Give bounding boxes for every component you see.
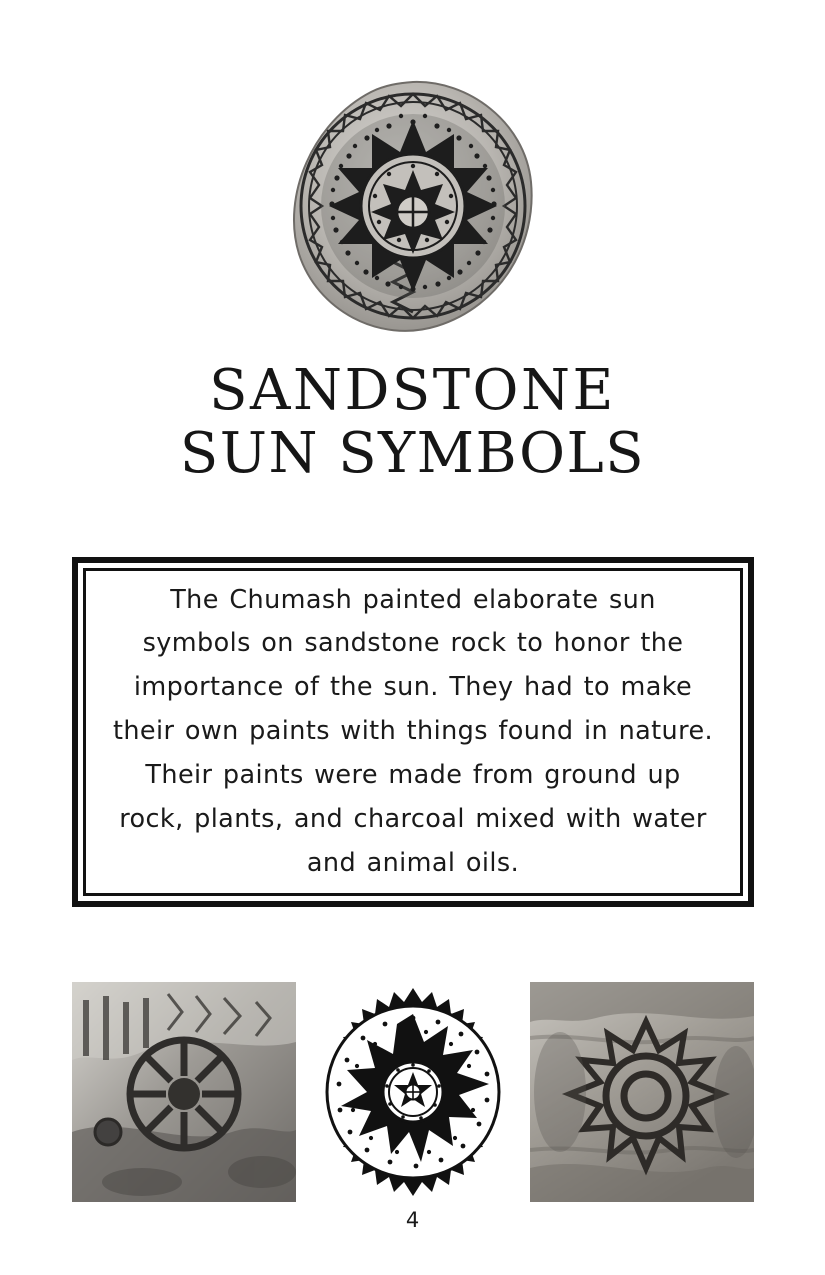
page-title-line-1: SANDSTONE bbox=[209, 358, 616, 423]
page-title-line-2: SUN SYMBOLS bbox=[179, 420, 646, 486]
sun-symbol-illustration bbox=[303, 982, 523, 1202]
sandstone-sun-symbol-emblem bbox=[287, 78, 539, 336]
body-text-box-inner-border bbox=[83, 568, 743, 896]
rock-art-panel-photo bbox=[72, 982, 296, 1202]
page-number: 4 bbox=[405, 1208, 420, 1232]
page-title bbox=[0, 360, 825, 485]
sandstone-sun-carving-photo bbox=[530, 982, 754, 1202]
emblem-container bbox=[0, 78, 825, 336]
photo-strip bbox=[72, 982, 754, 1202]
body-text-box bbox=[72, 557, 754, 907]
body-paragraph: The Chumash painted elaborate sun symbols on sandstone rock to honor the importance of the sun. They had to make their own paints with things found in nature. Their paints were made from ground up rock, plants, and charcoal mixed with water and animal oils. bbox=[112, 584, 714, 878]
